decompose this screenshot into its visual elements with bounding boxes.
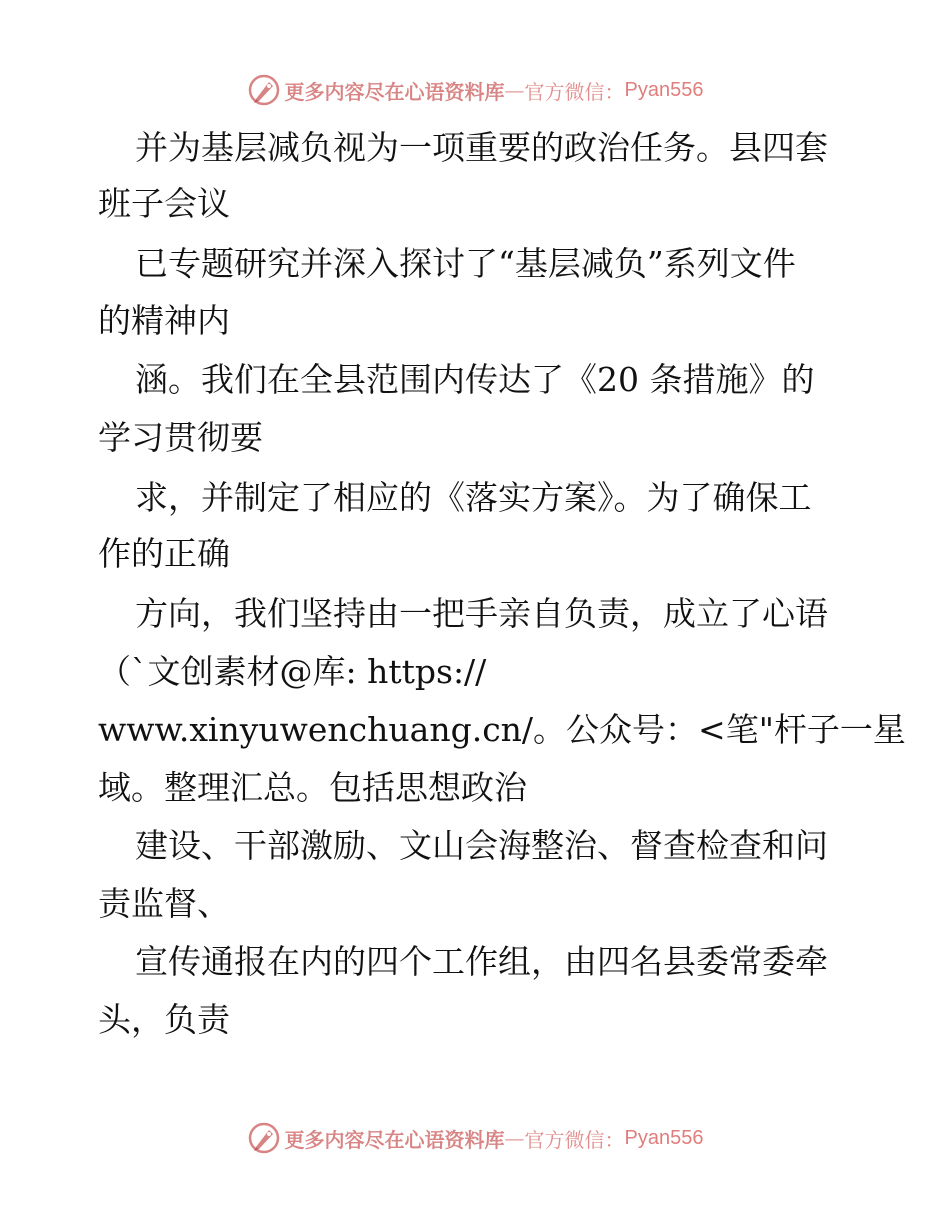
text-line: 责监督、	[98, 884, 230, 923]
watermark-account: Pyan556	[624, 78, 704, 101]
text-line: 已专题研究并深入探讨了“基层减负”系列文件	[135, 244, 796, 283]
watermark-wechat-label: 官方微信：	[524, 1127, 625, 1152]
text-line: 学习贯彻要	[98, 418, 263, 457]
text-line: （`文创素材@库: https://	[98, 652, 487, 691]
text-line: 方向，我们坚持由一把手亲自负责，成立了心语	[135, 594, 828, 633]
watermark-title: 更多内容尽在心语资料库	[284, 79, 505, 104]
text-line: 求，并制定了相应的《落实方案》。为了确保工	[135, 478, 812, 517]
watermark-title: 更多内容尽在心语资料库	[284, 1127, 505, 1152]
text-line: 头，负责	[98, 1000, 230, 1039]
watermark-wechat-label: 官方微信：	[524, 79, 625, 104]
text-line: 建设、干部激励、文山会海整治、督查检查和问	[135, 826, 828, 865]
watermark-dash: —	[504, 1126, 525, 1150]
text-line: 域。整理汇总。包括思想政治	[98, 768, 527, 807]
text-line: 并为基层减负视为一项重要的政治任务。县四套	[135, 128, 828, 167]
text-line: 涵。我们在全县范围内传达了《20 条措施》的	[135, 360, 815, 399]
watermark-dash: —	[504, 78, 525, 102]
pen-nib-logo-icon	[247, 1121, 281, 1155]
watermark-footer	[0, 1118, 950, 1158]
text-line: 班子会议	[98, 184, 230, 223]
text-line: 宣传通报在内的四个工作组，由四名县委常委牵	[135, 942, 828, 981]
watermark-account: Pyan556	[624, 1126, 704, 1149]
text-line: 的精神内	[98, 301, 230, 340]
text-line: 作的正确	[98, 534, 230, 573]
watermark-header	[0, 70, 950, 110]
pen-nib-logo-icon	[247, 73, 281, 107]
text-line: www.xinyuwenchuang.cn/。公众号：<笔"杆子一星	[98, 710, 906, 749]
